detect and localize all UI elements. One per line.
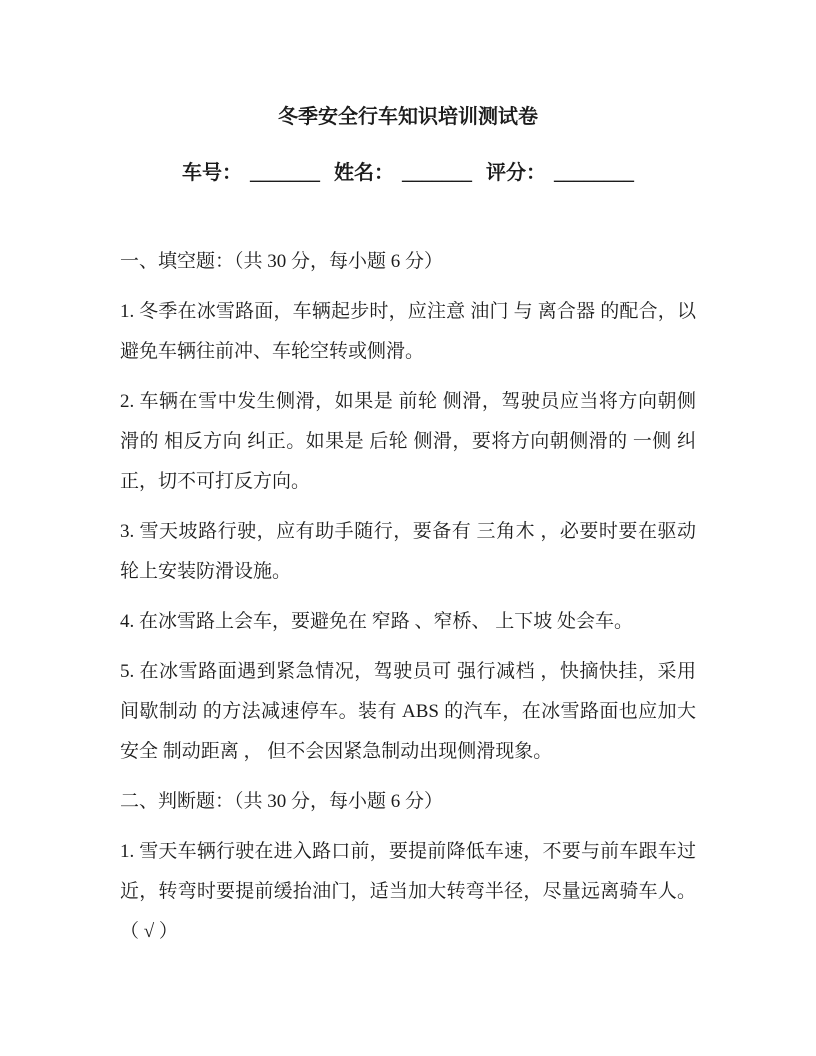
section-1-question-5: 5. 在冰雪路面遇到紧急情况，驾驶员可 强行减档 ，快摘快挂，采用 间歇制动 的方法减速停车。装有 ABS 的汽车，在冰雪路面也应加大安全 制动距离 ， 但不会因紧急制动出现侧滑现象。 — [120, 661, 696, 762]
vehicle-number-blank: _______ — [250, 162, 320, 184]
vehicle-number-label: 车号： — [182, 162, 242, 184]
name-label: 姓名： — [334, 162, 394, 184]
name-field — [334, 162, 472, 184]
section-1-question-4: 4. 在冰雪路上会车，要避免在 窄路 、窄桥、 上下坡 处会车。 — [120, 611, 634, 632]
section-1-heading: 一、填空题：（共 30 分，每小题 6 分） — [120, 251, 444, 272]
section-2-question-1: 1. 雪天车辆行驶在进入路口前，要提前降低车速，不要与前车跟车过近，转弯时要提前缓抬油门，适当加大转弯半径，尽量远离骑车人。（ √ ） — [120, 841, 696, 942]
name-blank: _______ — [402, 162, 472, 184]
score-label: 评分： — [486, 162, 546, 184]
vehicle-number-field — [182, 162, 320, 184]
section-2-heading: 二、判断题：（共 30 分，每小题 6 分） — [120, 791, 444, 812]
score-field — [486, 162, 634, 184]
score-blank: ________ — [554, 162, 634, 184]
section-1-question-2: 2. 车辆在雪中发生侧滑，如果是 前轮 侧滑，驾驶员应当将方向朝侧滑的 相反方向 纠正。如果是 后轮 侧滑，要将方向朝侧滑的 一侧 纠正，切不可打反方向。 — [120, 391, 696, 492]
header-fields — [120, 153, 696, 193]
section-1-question-3: 3. 雪天坡路行驶，应有助手随行，要备有 三角木 ，必要时要在驱动轮上安装防滑设施。 — [120, 521, 696, 582]
page-title: 冬季安全行车知识培训测试卷 — [278, 106, 538, 128]
section-1-question-1: 1. 冬季在冰雪路面，车辆起步时，应注意 油门 与 离合器 的配合，以避免车辆往前冲、车轮空转或侧滑。 — [120, 301, 696, 362]
